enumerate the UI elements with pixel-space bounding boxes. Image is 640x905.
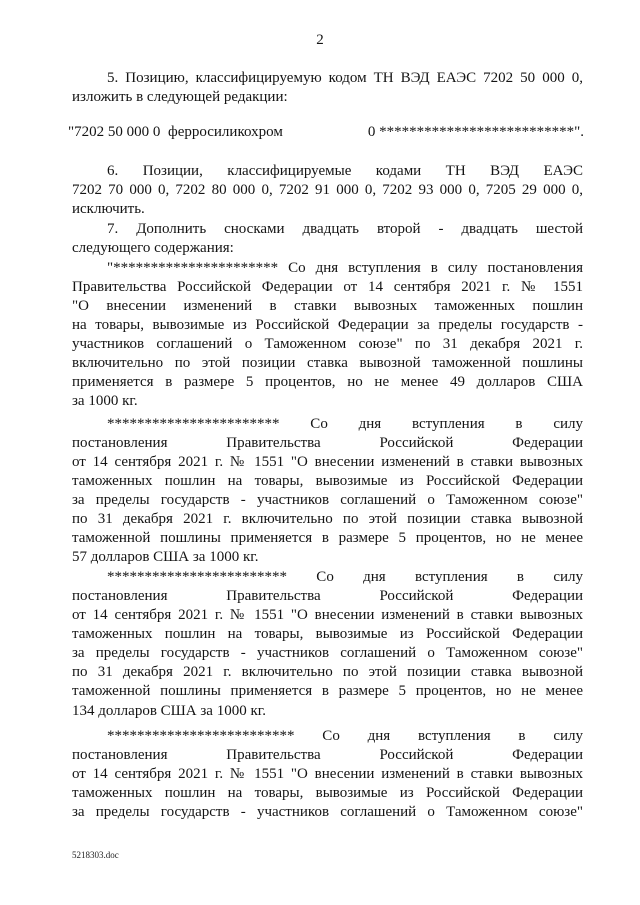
- text-line: следующего содержания:: [72, 240, 234, 256]
- position-code: "7202 50 000 0: [68, 124, 161, 140]
- text-line: 7. Дополнить сносками двадцать второй - двадцать шестой: [107, 221, 583, 237]
- page-number: 2: [316, 32, 324, 48]
- text-line: применяется в размере 5 процентов, но не менее 49 долларов США: [72, 374, 583, 390]
- text-line: по 31 декабря 2021 г. включительно по этой позиции ставка вывозной: [72, 664, 583, 680]
- text-line: таможенных пошлин на товары, вывозимые из Российской Федерации: [72, 785, 583, 801]
- text-line: изложить в следующей редакции:: [72, 89, 288, 105]
- text-line: *********************** Со дня вступления в силу: [107, 416, 583, 432]
- text-line: от 14 сентября 2021 г. № 1551 "О внесении изменений в ставки вывозных: [72, 766, 583, 782]
- text-line: таможенных пошлин на товары, вывозимые из Российской Федерации: [72, 473, 583, 489]
- text-line: участников соглашений о Таможенном союзе" по 31 декабря 2021 г.: [72, 336, 583, 352]
- text-line: 57 долларов США за 1000 кг.: [72, 549, 259, 565]
- text-line: за пределы государств - участников соглашений о Таможенном союзе": [72, 804, 583, 820]
- text-line: от 14 сентября 2021 г. № 1551 "О внесении изменений в ставки вывозных: [72, 607, 583, 623]
- text-line: за пределы государств - участников соглашений о Таможенном союзе": [72, 492, 583, 508]
- text-line: по 31 декабря 2021 г. включительно по этой позиции ставка вывозной: [72, 511, 583, 527]
- text-line: 6. Позиции, классифицируемые кодами ТН ВЭД ЕАЭС: [107, 163, 583, 179]
- text-line: таможенных пошлин на товары, вывозимые из Российской Федерации: [72, 626, 583, 642]
- text-line: таможенной пошлины применяется в размере 5 процентов, но не менее: [72, 530, 583, 546]
- file-name-footer: 5218303.doc: [72, 850, 119, 860]
- position-rate: 0 **************************".: [367, 124, 584, 140]
- text-line: постановления Правительства Российской Федерации: [72, 588, 583, 604]
- text-line: постановления Правительства Российской Федерации: [72, 747, 583, 763]
- text-line: ************************* Со дня вступления в силу: [107, 728, 583, 744]
- position-name: ферросиликохром: [168, 124, 283, 140]
- text-line: исключить.: [72, 201, 145, 217]
- text-line: ************************ Со дня вступления в силу: [107, 569, 583, 585]
- text-line: таможенной пошлины применяется в размере 5 процентов, но не менее: [72, 683, 583, 699]
- text-line: "********************** Со дня вступления в силу постановления: [107, 260, 583, 276]
- text-line: включительно по этой позиции ставка вывозной таможенной пошлины: [72, 355, 583, 371]
- text-line: на товары, вывозимые из Российской Федерации за пределы государств -: [72, 317, 583, 333]
- text-line: 5. Позицию, классифицируемую кодом ТН ВЭД ЕАЭС 7202 50 000 0,: [107, 70, 583, 86]
- text-line: 134 долларов США за 1000 кг.: [72, 703, 266, 719]
- text-line: 7202 70 000 0, 7202 80 000 0, 7202 91 000 0, 7202 93 000 0, 7205 29 000 0,: [72, 182, 583, 198]
- text-line: за пределы государств - участников соглашений о Таможенном союзе": [72, 645, 583, 661]
- text-line: "О внесении изменений в ставки вывозных таможенных пошлин: [72, 298, 583, 314]
- text-line: Правительства Российской Федерации от 14 сентября 2021 г. № 1551: [72, 279, 583, 295]
- text-line: за 1000 кг.: [72, 393, 138, 409]
- text-line: от 14 сентября 2021 г. № 1551 "О внесении изменений в ставки вывозных: [72, 454, 583, 470]
- text-line: постановления Правительства Российской Федерации: [72, 435, 583, 451]
